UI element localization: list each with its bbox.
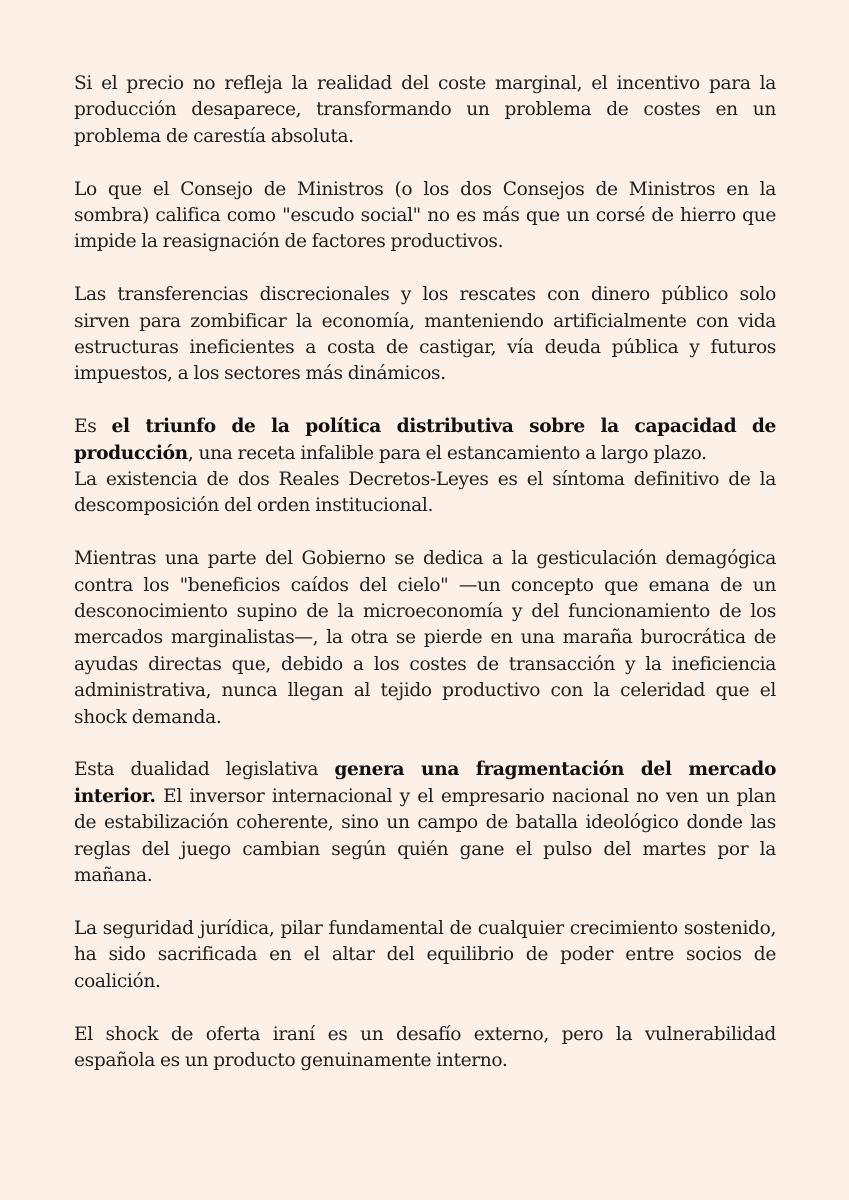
paragraph-4-emphasis: el triunfo de la política distributiva sobre la capacidad de producción	[74, 416, 776, 464]
paragraph-2: Lo que el Consejo de Ministros (o los dos Consejos de Ministros en la sombra) califica como "escudo social" no es más que un corsé de hierro que impide la reasignación de factores productivos.	[74, 178, 776, 253]
paragraph-4-sentence-1	[74, 414, 776, 467]
paragraph-3: Las transferencias discrecionales y los rescates con dinero público solo sirven para zombificar la economía, manteniendo artificialmente con vida estructuras ineficientes a costa de castigar, vía deuda pública y futuros impuestos, a los sectores más dinámicos.	[74, 284, 776, 385]
paragraph-6-tail: El inversor internacional y el empresario nacional no ven un plan de estabilización coherente, sino un campo de batalla ideológico donde las reglas del juego cambian según quién gane el pulso del martes por la mañana.	[74, 785, 776, 887]
paragraph-8: El shock de oferta iraní es un desafío externo, pero la vulnerabilidad española es un producto genuinamente interno.	[74, 1023, 776, 1071]
paragraph-1: Si el precio no refleja la realidad del coste marginal, el incentivo para la producción desaparece, transformando un problema de costes en un problema de carestía absoluta.	[74, 73, 776, 147]
paragraph-4-lead: Es	[74, 416, 112, 438]
paragraph-4	[74, 414, 776, 520]
paragraph-7: La seguridad jurídica, pilar fundamental de cualquier crecimiento sostenido, ha sido sacrificada en el altar del equilibrio de poder entre socios de coalición.	[74, 917, 776, 992]
paragraph-6-lead: Esta dualidad legislativa	[74, 759, 335, 781]
paragraph-6	[74, 757, 776, 889]
paragraph-6-emphasis: genera una fragmentación del mercado interior.	[74, 759, 776, 807]
paragraph-4-tail: , una receta infalible para el estancamiento a largo plazo.	[187, 442, 707, 464]
paragraph-5: Mientras una parte del Gobierno se dedica a la gesticulación demagógica contra los "beneficios caídos del cielo" —un concepto que emana de un desconocimiento supino de la microeconomía y del funcionamiento de los mercados marginalistas—, la otra se pierde en una maraña burocrática de ayudas directas que, debido a los costes de transacción y la ineficiencia administrativa, nunca llegan al tejido productivo con la celeridad que el shock demanda.	[74, 548, 776, 728]
document-body	[74, 71, 776, 1101]
paragraph-4-sentence-2: La existencia de dos Reales Decretos-Leyes es el síntoma definitivo de la descomposición del orden institucional.	[74, 469, 776, 517]
